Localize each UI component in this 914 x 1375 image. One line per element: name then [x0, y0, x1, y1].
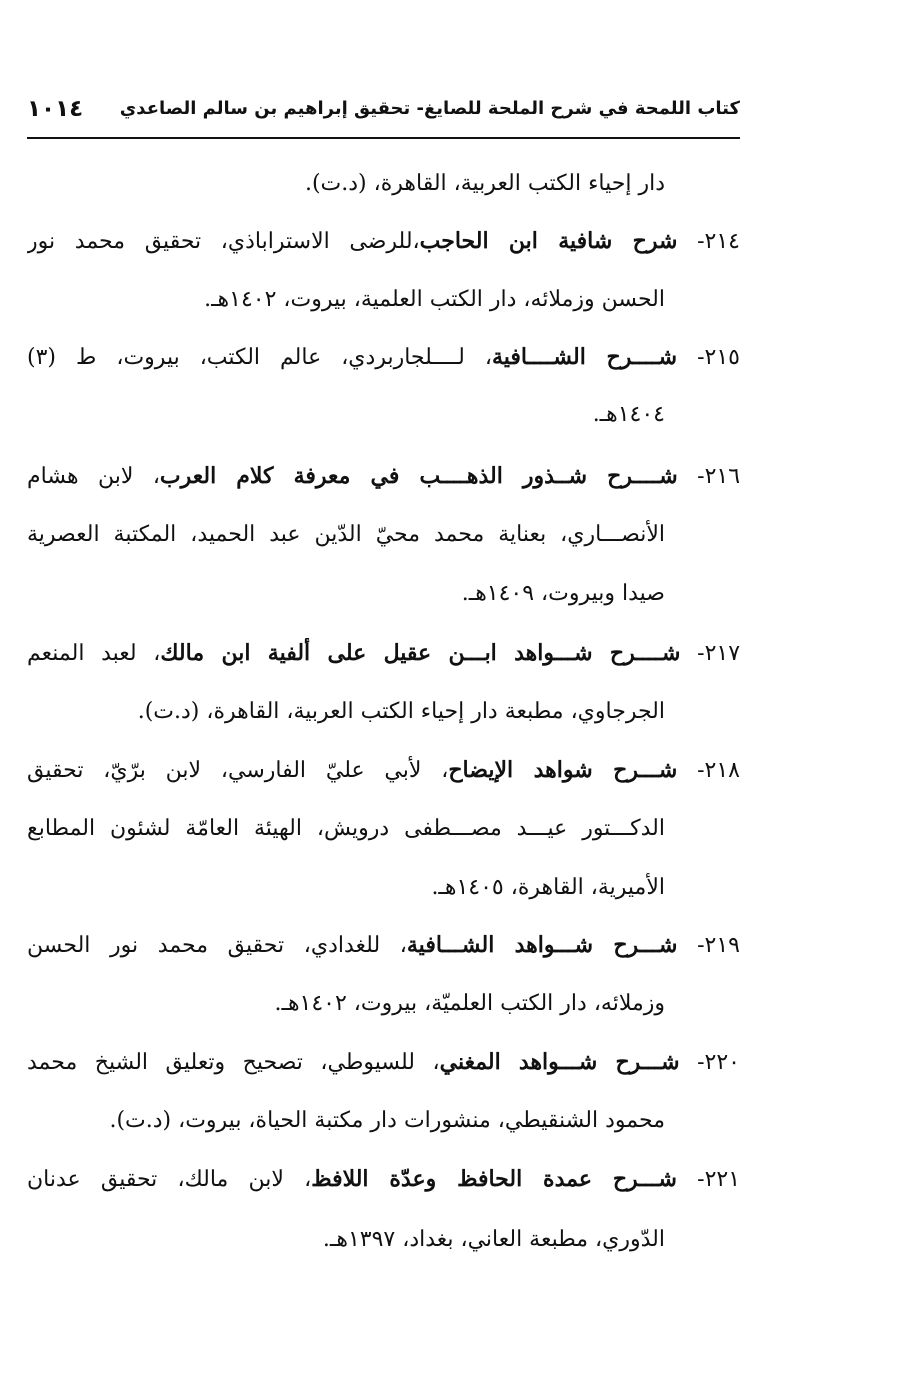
bib-entry-218: [27, 755, 740, 785]
entry-title: شرح شافية ابن الحاجب: [419, 228, 678, 254]
entry-number: ٢١٧-: [697, 641, 740, 666]
entry-number: ٢١٨-: [697, 758, 740, 783]
bibliography-list: [27, 0, 740, 1375]
bib-entry-214: [27, 226, 740, 256]
entry-details: ، لعبد المنعم: [27, 641, 161, 666]
entry-number: ٢١٩-: [697, 933, 740, 958]
entry-continuation: محمود الشنقيطي، منشورات دار مكتبة الحياة، بيروت، (د.ت).: [109, 1108, 665, 1133]
bib-entry-220: [27, 1047, 740, 1077]
entry-details: ، لأبي عليّ الفارسي، لابن برّيّ، تحقيق: [27, 758, 449, 783]
entry-details: ، لابن مالك، تحقيق عدنان: [27, 1167, 312, 1192]
entry-title: شـــرح شواهد الإيضاح: [448, 757, 678, 783]
entry-continuation: وزملائه، دار الكتب العلميّة، بيروت، ١٤٠٢هـ.: [274, 991, 665, 1016]
entry-title: شــــرح شـــواهد ابـــن عقيل على ألفية ابن مالك: [160, 640, 681, 666]
entry-details: ، لــــلجاربردي، عالم الكتب، بيروت، ط (٣): [27, 345, 492, 370]
entry-number: ٢٢٠-: [697, 1050, 740, 1075]
entry-continuation: الدكـــتور عيـــد مصـــطفى درويش، الهيئة العامّة لشئون المطابع: [27, 816, 665, 841]
entry-title: شـــرح عمدة الحافظ وعدّة اللافظ: [311, 1166, 677, 1192]
bib-entry-215: [27, 342, 740, 372]
entry-continuation: الأنصـــاري، بعناية محمد محيّ الدّين عبد الحميد، المكتبة العصرية: [27, 522, 665, 547]
entry-details: ،للرضى الاستراباذي، تحقيق محمد نور: [27, 229, 420, 254]
entry-continuation: الأميرية، القاهرة، ١٤٠٥هـ.: [431, 875, 665, 900]
bib-entry-219: [27, 930, 740, 960]
bib-entry-221: [27, 1164, 740, 1194]
bib-entry-217: [27, 638, 740, 668]
entry-continuation: ١٤٠٤هـ.: [592, 402, 665, 427]
bib-entry-216: [27, 461, 740, 491]
entry-details: ، للسيوطي، تصحيح وتعليق الشيخ محمد: [27, 1050, 440, 1075]
entry-title: شــــرح شــذور الذهــــب في معرفة كلام العرب: [159, 463, 678, 489]
entry-continuation: الدّوري، مطبعة العاني، بغداد، ١٣٩٧هـ.: [322, 1227, 665, 1252]
entry-title: شــــرح الشــــافية: [491, 344, 678, 370]
entry-title: شـــرح شـــواهد المغني: [439, 1049, 680, 1075]
entry-continuation: الحسن وزملائه، دار الكتب العلمية، بيروت، ١٤٠٢هـ.: [204, 287, 665, 312]
entry-continuation: الجرجاوي، مطبعة دار إحياء الكتب العربية، القاهرة، (د.ت).: [137, 699, 665, 724]
entry-number: ٢٢١-: [697, 1167, 740, 1192]
entry-number: ٢١٦-: [697, 464, 740, 489]
page-number: ١٠١٤: [27, 96, 84, 122]
entry-details: ، لابن هشام: [27, 464, 160, 489]
entry-continuation: صيدا وبيروت، ١٤٠٩هـ.: [461, 581, 665, 606]
entry-details: ، للغدادي، تحقيق محمد نور الحسن: [27, 933, 407, 958]
continuation-line: دار إحياء الكتب العربية، القاهرة، (د.ت).: [304, 171, 665, 196]
entry-number: ٢١٤-: [697, 229, 740, 254]
running-header-title: كتاب اللمحة في شرح الملحة للصايغ- تحقيق إبراهيم بن سالم الصاعدي: [119, 98, 740, 119]
entry-title: شـــرح شـــواهد الشـــافية: [406, 932, 678, 958]
entry-number: ٢١٥-: [697, 345, 740, 370]
